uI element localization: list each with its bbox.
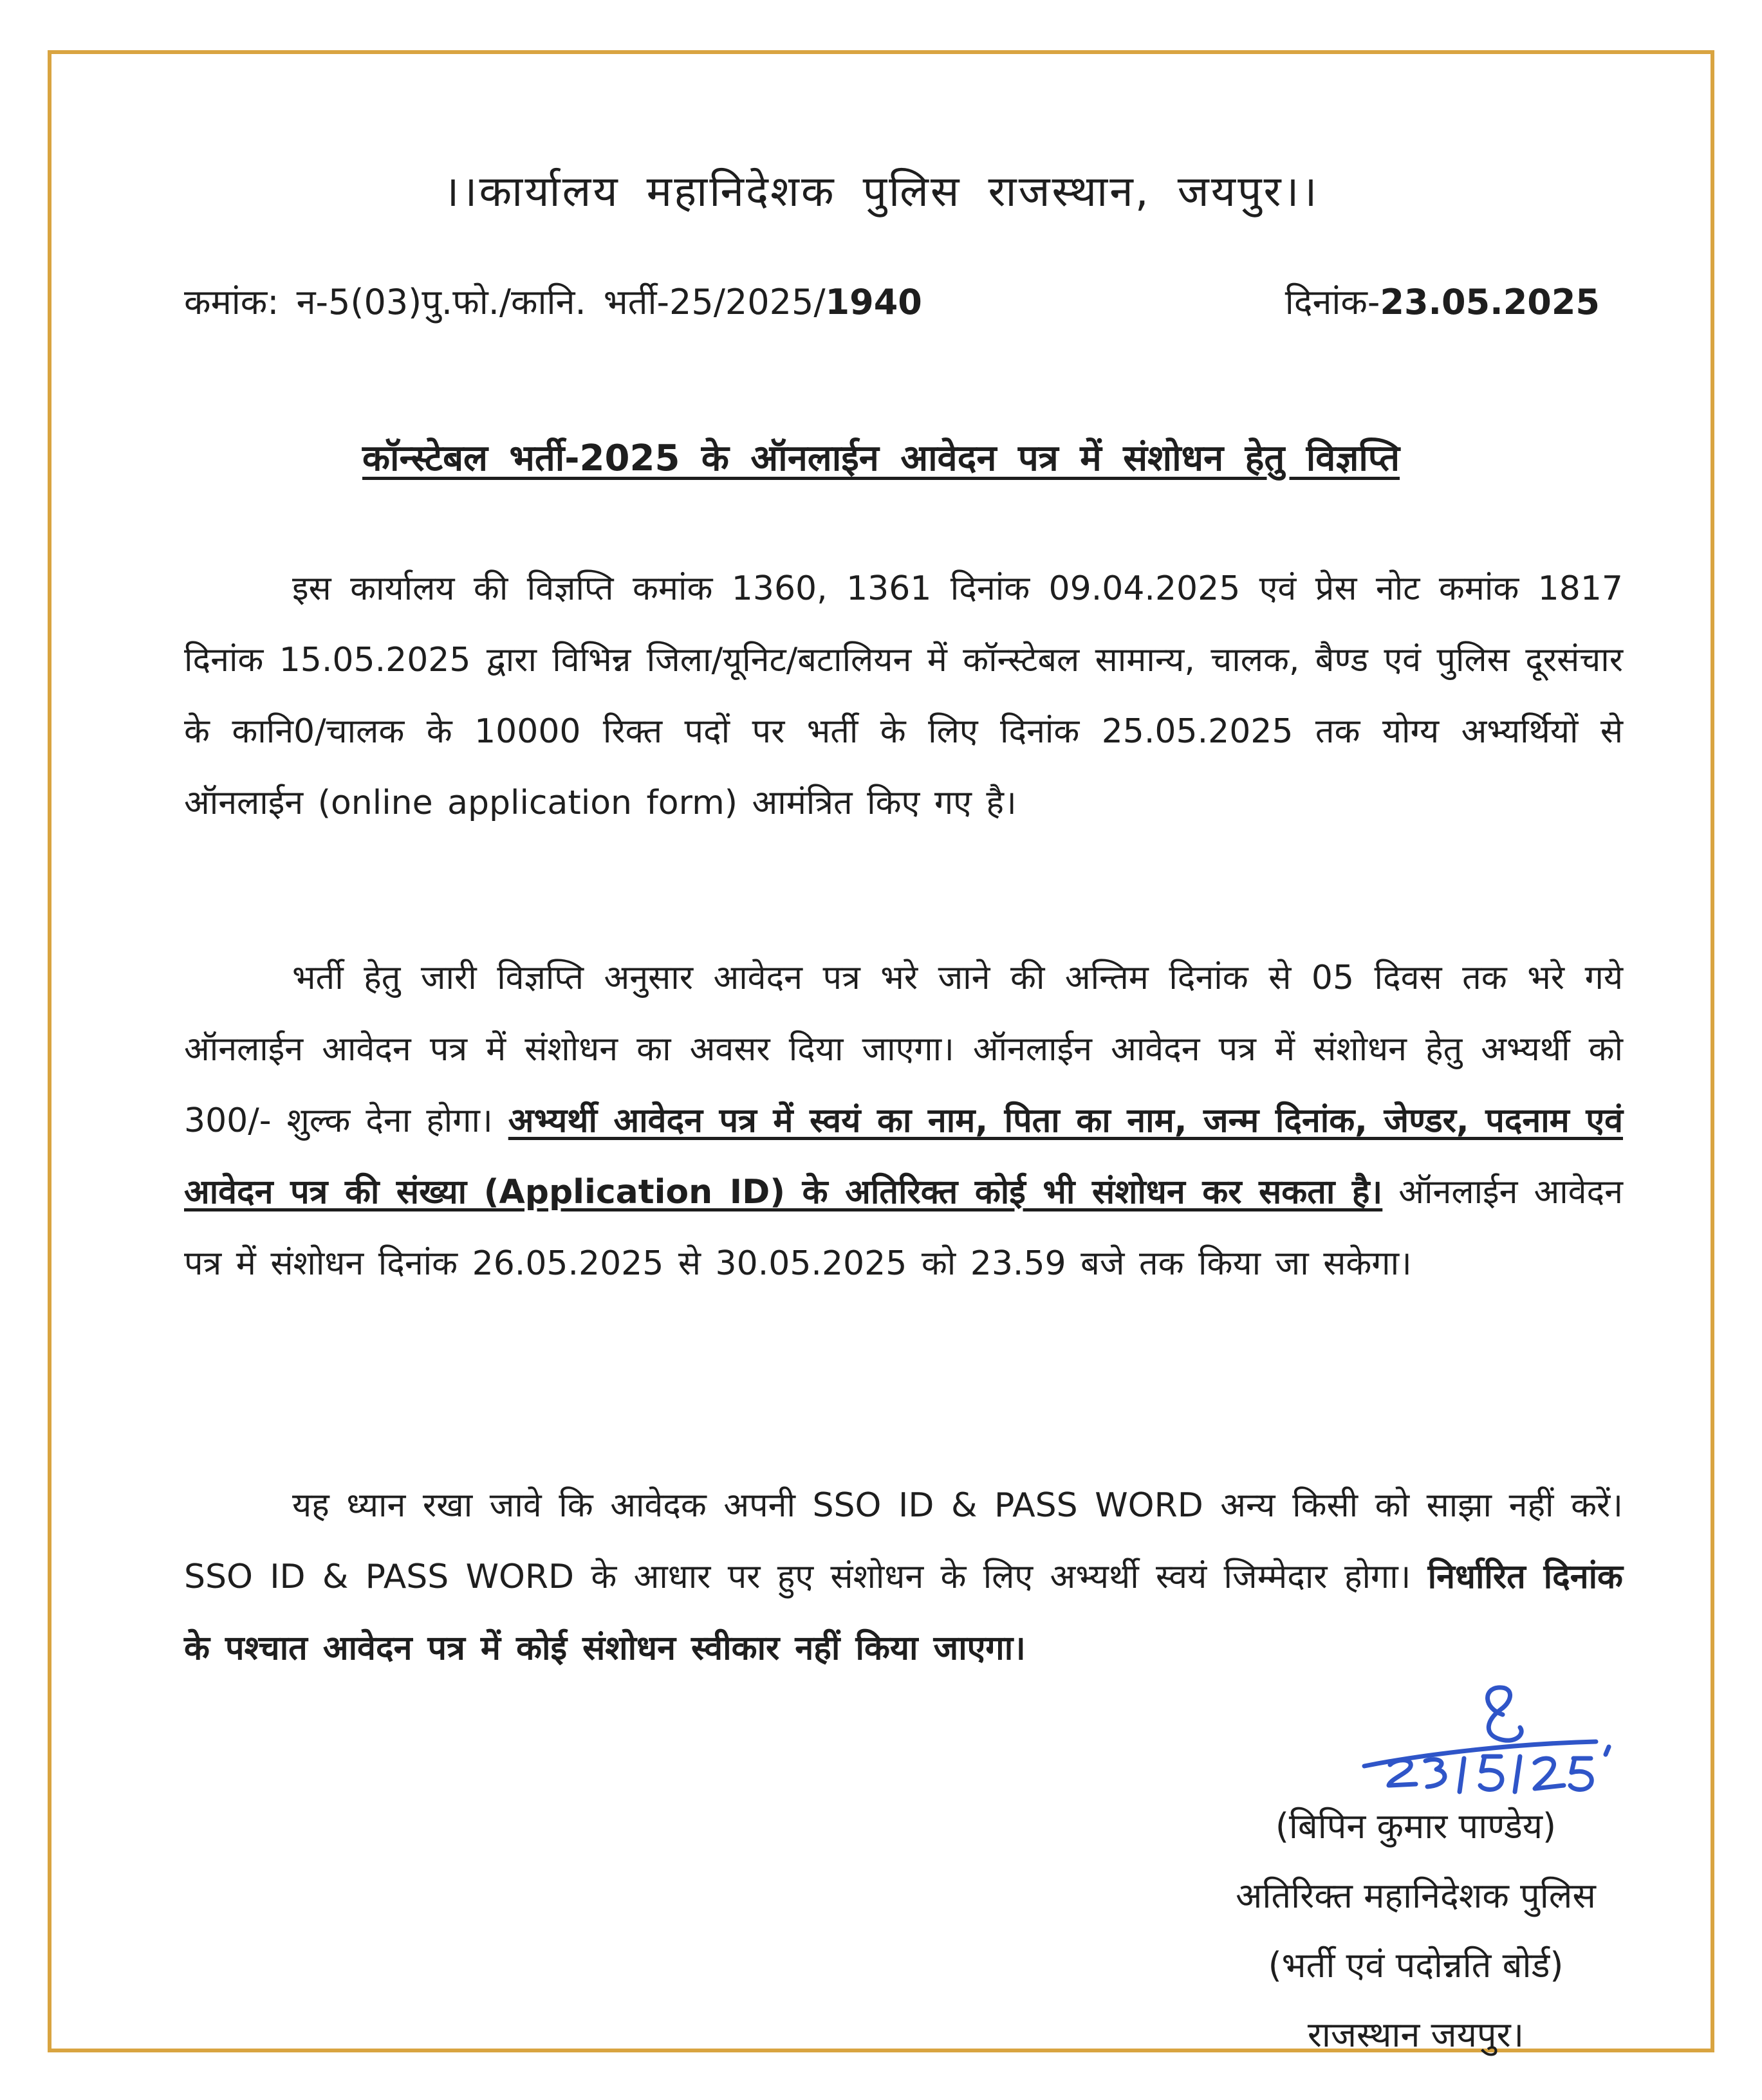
paragraph-correction-start: भर्ती हेतु जारी विज्ञप्ति अनुसार आवेदन पत्र भरे जाने की अन्तिम दिनांक से 05 दिवस तक भरे गये ऑनलाईन आवेदन पत्र में संशोधन का अवसर दिया जाएगा। ऑनलाईन आवेदन पत्र में संशोधन हेतु अभ्यर्थी को 300/- शुल्क देना होगा। xyxy=(184,959,1623,1140)
issue-date-value: 23.05.2025 xyxy=(1380,282,1600,322)
office-heading: ।।कार्यालय महानिदेशक पुलिस राजस्थान, जयपुर।। xyxy=(443,167,1319,216)
subject-heading: कॉन्स्टेबल भर्ती-2025 के ऑनलाईन आवेदन पत्र में संशोधन हेतु विज्ञप्ति xyxy=(362,438,1400,479)
signatory-place: राजस्थान जयपुर। xyxy=(1307,2014,1525,2055)
signatory-board: (भर्ती एवं पदोन्नति बोर्ड) xyxy=(1268,1945,1564,1985)
paragraph-warning-start: यह ध्यान रखा जावे कि आवेदक अपनी SSO ID & PASS WORD अन्य किसी को साझा नहीं करें। SSO ID & PASS WORD के आधार पर हुए संशोधन के लिए अभ्यर्थी स्वयं जिम्मेदार होगा। xyxy=(184,1486,1623,1596)
paragraph-correction-emphasis: अभ्यर्थी आवेदन पत्र में स्वयं का नाम, पिता का नाम, जन्म दिनांक, जेण्डर, पदनाम एवं आवेदन पत्र की संख्या (Application ID) के अतिरिक्त कोई भी संशोधन कर सकता है। xyxy=(184,1101,1623,1211)
paragraph-correction-end: ऑनलाईन आवेदन पत्र में संशोधन दिनांक 26.05.2025 से 30.05.2025 को 23.59 बजे तक किया जा सकेगा। xyxy=(184,1173,1623,1283)
reference-number xyxy=(184,277,922,324)
paragraph-warning-bold: निर्धारित दिनांक के पश्चात आवेदन पत्र में कोई संशोधन स्वीकार नहीं किया जाएगा। xyxy=(184,1558,1623,1668)
signatory-block xyxy=(1126,1792,1705,2070)
signatory-designation: अतिरिक्त महानिदेशक पुलिस xyxy=(1236,1875,1596,1916)
paragraph-correction xyxy=(184,943,1623,1300)
paragraph-warning xyxy=(184,1470,1623,1684)
paragraph-invitation-text: इस कार्यालय की विज्ञप्ति कमांक 1360, 1361 दिनांक 09.04.2025 एवं प्रेस नोट कमांक 1817 दिनांक 15.05.2025 द्वारा विभिन्न जिला/यूनिट/बटालियन में कॉन्स्टेबल सामान्य, चालक, बैण्ड एवं पुलिस दूरसंचार के कानि0/चालक के 10000 रिक्त पदों पर भर्ती के लिए दिनांक 25.05.2025 तक योग्य अभ्यर्थियों से ऑनलाईन (online application form) आमंत्रित किए गए है। xyxy=(184,569,1623,822)
signatory-name: (बिपिन कुमार पाण्डेय) xyxy=(1275,1806,1557,1847)
reference-line xyxy=(184,277,1600,335)
handwritten-signature xyxy=(1351,1682,1654,1798)
paragraph-invitation xyxy=(184,553,1623,839)
issue-date xyxy=(1285,277,1600,324)
reference-number-bold: 1940 xyxy=(825,282,922,322)
reference-number-prefix: कमांक: न-5(03)पु.फो./कानि. भर्ती-25/2025/ xyxy=(184,282,826,322)
signature-date-text: 23/5/25 xyxy=(1503,1795,1505,1796)
issue-date-label: दिनांक- xyxy=(1284,282,1380,322)
